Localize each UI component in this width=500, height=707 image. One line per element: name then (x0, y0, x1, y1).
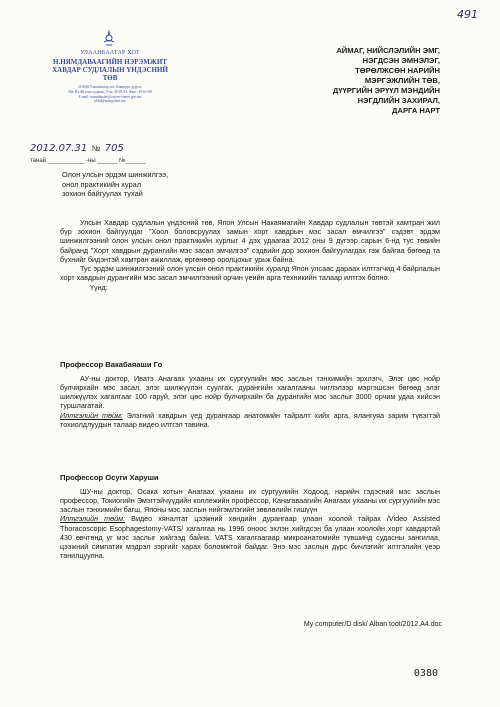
org-line-2: Н.НЯМДАВААГИЙН НЭРЭМЖИТ (53, 57, 167, 66)
speaker-1-topic-label: Илтгэлийн төйм: (60, 410, 123, 420)
letter-number: 705 (104, 143, 124, 154)
addressee-line: ТӨРӨЛЖСӨН НАРИЙН (355, 66, 440, 76)
subject-line: зохион байгуулах тухай (62, 189, 143, 199)
file-path-footer: My computer/D disk/ Alban toot/2012.A4.doc (303, 621, 442, 628)
body-paragraph: Тус эрдэм шинжилгээний олон улсын онол практикийн хуралд Япон улсаас дараах илтгэгчид 4 байрлалын хорт хавдрын дурангийн мэс засал эмчилгээний орчин үеийн арга техникийн талаар илтгэх болно. (60, 264, 440, 283)
speaker-1-topic: Элэгний хавдрын үед дурангаар анатомийн тайралт хийх арга, ялангуяа зарим түвэгтэй тохиолдлуудын талаар видео илтгэл тавина. (60, 410, 440, 429)
stamp-number: 0380 (413, 668, 438, 679)
reference-line: танай ___________ -ны ______ №______ (30, 158, 146, 164)
subject-block (62, 170, 212, 199)
org-line-3: ХАВДАР СУДЛАЛЫН ҮНДЭСНИЙ (52, 65, 168, 74)
letter-date: 2012.07.31 (30, 143, 88, 154)
speaker-1-topic-paragraph (60, 411, 440, 429)
addressee-line: МЭРГЭЖЛИЙН ТӨВ, (364, 76, 440, 86)
organization-header (40, 38, 180, 104)
speaker-1-bio: АУ-ны доктор, Иватэ Анагаах ухааны их сургуулийн мэс заслын тэнхимийн эрхлэгч, Элэг цөс нойр булчирхайн мэс засал, элэг шилжүүлэн суулгах, дурангийн хагалгааны чиглэлээр мэргэшсэн бөгөөд элэг шилжүүлэх хагалгааг 100 гаруй, элэг цөс нойр булчирхайн ба дурангийн мэс заслыг 3000 орчим удаа хийсэн туршлагатай. (60, 373, 440, 411)
org-address-2: Нэг Их Жуулах гудамж, Утас 45-03-43, Факс: 45-61-89 (68, 89, 152, 94)
speaker-2-topic: Видео хяналтат цээжний хөндийн дурангаар улаан хоолой тайрах /Video Assisted Thoracoscopic Esophagestomy-VATS/ хагалгаа нь 1996 оноос эхлэн хийгдсэн ба улаан хоолойн хорт хавдартай 430 өвчтөнд уг мэс заслыг хийгээд байна. VATS хагалгаагаар микроанатомийн түвшинд судасны зангилаа, цээжний симпатик мэдрэл зэргийг харах боломжтой байдаг. Энэ мэс заслын дүрс бичлэгийг илтгэлийн үеэр танилцуулна. (60, 514, 440, 561)
speaker-1-section (60, 360, 440, 429)
speaker-2-name: Профессор Осуги Харуши (60, 473, 159, 482)
speaker-1-name: Профессор Вакабаяаши Го (60, 360, 163, 369)
addressee-line: ДАРГА НАРТ (392, 106, 440, 116)
org-line-1: УЛААНБААТАР ХОТ (80, 50, 140, 56)
speaker-2-topic-paragraph (60, 514, 440, 560)
addressee-line: АЙМАГ, НИЙСЛЭЛИЙН ЭМГ, (336, 46, 440, 55)
org-email-2: nhhd@mongolnet.mn (94, 99, 126, 104)
date-number-line: 2012.07.31 № 705 (30, 143, 124, 154)
body-intro (60, 218, 440, 292)
org-line-4: ТӨВ (102, 73, 118, 82)
addressee-line: ДҮҮРГИЙН ЭРҮҮЛ МЭНДИЙН (332, 86, 440, 96)
body-paragraph: Үүнд: (90, 282, 108, 292)
addressee-block (240, 46, 440, 116)
addressee-line: НЭГДЛИЙН ЗАХИРАЛ, (357, 96, 440, 106)
speaker-2-bio: ШУ-ны доктор, Осака хотын Анагаах ухааны их сургуулийн Ходоод, нарийн гэдэсний мэс заслын профессор, Токиогийн Эмэгтэйчүүдийн коллежийн профессор, Канагаваагийн Анагаах ухааны их сургуулийн мэс заслын тэнхимийн багш, Японы мэс заслын нийгэмлэгийн зөвлөлийн гишүүн (60, 486, 440, 515)
subject-line: Олон улсын эрдэм шинжилгээ, (62, 170, 169, 179)
speaker-2-section (60, 473, 440, 560)
subject-line: онол практикийн хурал (62, 179, 142, 189)
org-email: E-mail: tumurbaatar@cancer-center.gov.mn (78, 94, 142, 99)
body-paragraph: Улсын Хавдар судлалын үндэсний төв, Япон Улсын Накаямагийн Хавдар судлалын төвтэй хамтран жил бүр зохион байгуулдаг "Хоол боловсруулах замын хорт хавдрын мэс засал өмчилгээ" сэдэвт эрдэм шинжилгээний олон улсын онол практикийн хурлыг 4 дэх удаагаа 2012 оны 9 дүгээр сарын 6-нд тус төвийн байранд "Хорт хавдрын дурангийн мэс засал эмчилгээ" сэдвийн дор зохион байгуулагдах гэж байгаа бөгөөд та бүхнийг бидэнтэй хамтран ажиллаж, өргөнөөр оролцохыг урьж байна. (60, 218, 440, 264)
org-address-1: 210648 Улаанбаатар хот, Баянзүрх дүүрэг, (78, 84, 142, 89)
addressee-line: НЭГДСЭН ЭМНЭЛЭГ, (362, 56, 440, 66)
speaker-2-topic-label: Илтгэлийн төйм: (60, 514, 126, 524)
page-number: 491 (457, 8, 478, 21)
